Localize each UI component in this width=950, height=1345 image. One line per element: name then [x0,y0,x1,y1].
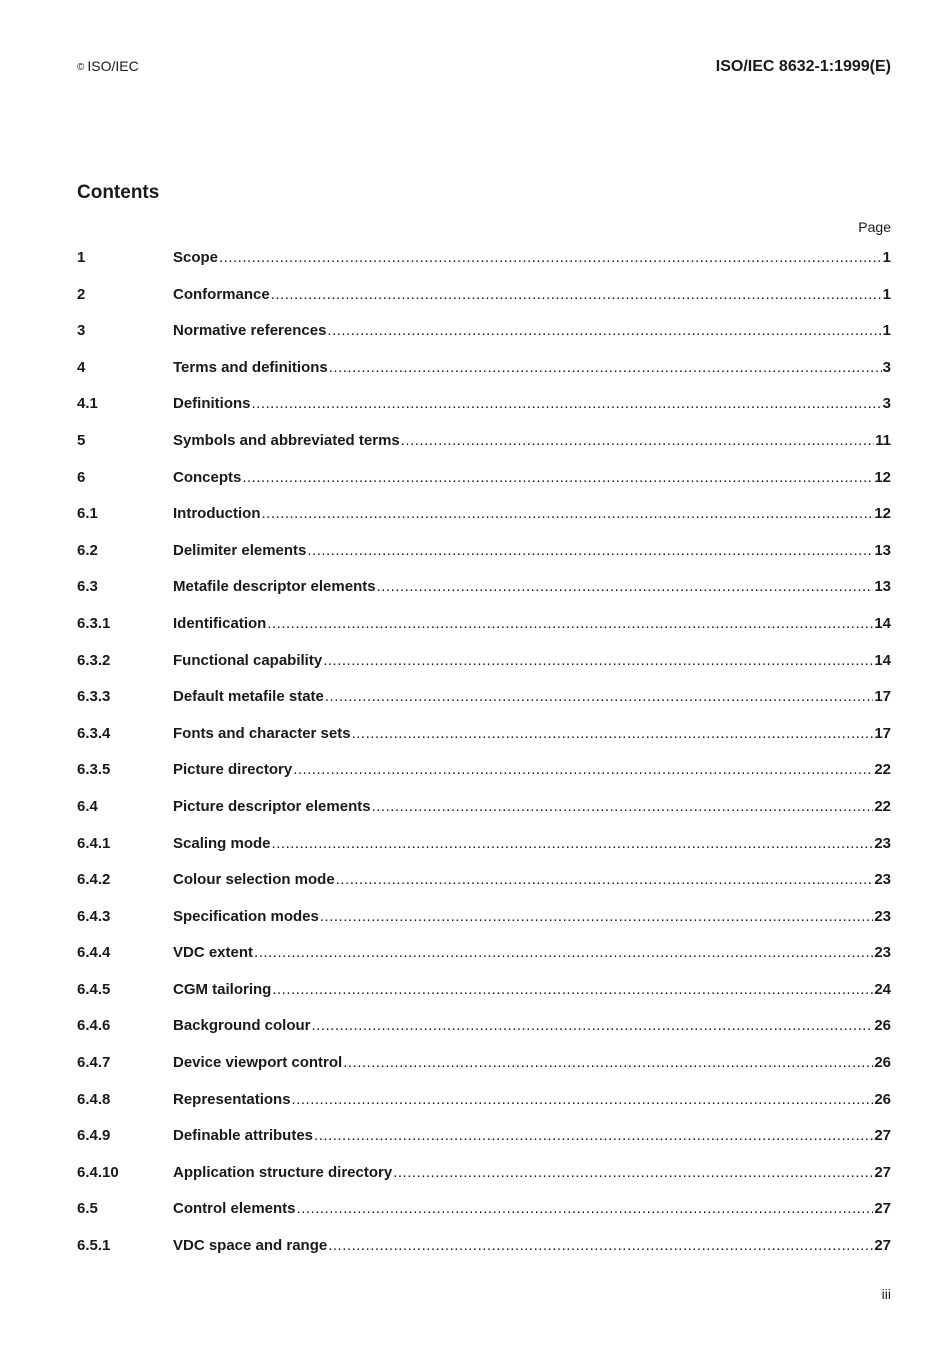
toc-entry-number: 3 [77,322,86,340]
toc-entry-title: Picture descriptor elements [173,797,371,815]
toc-entry-title: Background colour [173,1017,311,1035]
toc-entry[interactable] [77,249,891,286]
toc-entry-page: 26 [874,1090,891,1108]
toc-entry-title: Delimiter elements [173,541,307,559]
toc-entry-title: Device viewport control [173,1054,343,1072]
toc-entry-page: 14 [874,651,891,669]
toc-entry-title: Colour selection mode [173,871,335,889]
toc-entry-page: 1 [882,322,891,340]
toc-entry-page: 27 [874,1237,891,1255]
toc-entry-number: 6.5 [77,1200,98,1218]
toc-dot-leader [261,505,873,522]
toc-entry-number: 6.3.3 [77,688,111,706]
toc-dot-leader [372,798,874,815]
toc-entry[interactable] [77,1200,891,1237]
toc-entry-title: Picture directory [173,761,293,779]
toc-entry-title: Default metafile state [173,688,324,706]
toc-entry-number: 1 [77,249,86,266]
toc-entry-title: Symbols and abbreviated terms [173,431,400,449]
toc-entry-title: CGM tailoring [173,980,272,998]
toc-entry-page: 23 [874,944,891,962]
toc-entry-page: 27 [874,1200,891,1218]
toc-entry-title: Normative references [173,322,327,340]
toc-entry-number: 6.4 [77,797,98,815]
toc-entry-number: 6.4.2 [77,871,111,889]
toc-entry[interactable] [77,688,891,725]
toc-entry[interactable] [77,1017,891,1054]
toc-entry-page: 1 [882,285,891,303]
toc-entry-number: 6.4.7 [77,1054,111,1072]
toc-entry-page: 23 [874,871,891,889]
toc-entry-title: Concepts [173,468,242,486]
toc-entry[interactable] [77,1164,891,1201]
table-of-contents [77,249,891,1274]
toc-entry[interactable] [77,542,891,579]
toc-entry-number: 6 [77,468,86,486]
toc-entry-number: 6.2 [77,541,98,559]
toc-entry[interactable] [77,981,891,1018]
toc-entry-title: Definitions [173,395,251,413]
toc-entry-number: 4 [77,358,86,376]
toc-entry[interactable] [77,1237,891,1274]
toc-entry-title: Functional capability [173,651,323,669]
toc-entry-title: Scope [173,249,219,266]
toc-dot-leader [377,578,874,595]
toc-dot-leader [328,1237,873,1254]
toc-dot-leader [271,286,882,303]
toc-entry[interactable] [77,1054,891,1091]
toc-entry-page: 17 [874,724,891,742]
toc-entry-number: 6.4.3 [77,907,111,925]
toc-entry-number: 6.3 [77,578,98,596]
document-identifier: ISO/IEC 8632-1:1999(E) [715,58,891,75]
toc-entry[interactable] [77,286,891,323]
toc-entry-title: Representations [173,1090,291,1108]
toc-entry-title: Introduction [173,505,261,523]
toc-dot-leader [219,249,882,266]
toc-entry[interactable] [77,835,891,872]
toc-entry[interactable] [77,432,891,469]
toc-entry-title: Terms and definitions [173,358,328,376]
toc-dot-leader [292,1091,874,1108]
toc-entry-title: VDC extent [173,944,254,962]
toc-dot-leader [393,1164,873,1181]
toc-dot-leader [401,432,874,449]
toc-dot-leader [336,871,874,888]
copyright-symbol: © [77,62,85,73]
toc-dot-leader [242,469,873,486]
toc-entry-number: 6.4.10 [77,1163,119,1181]
toc-dot-leader [307,542,873,559]
toc-entry-page: 13 [874,541,891,559]
toc-entry-number: 6.4.9 [77,1127,111,1145]
toc-entry-page: 3 [882,358,891,376]
toc-entry[interactable] [77,1127,891,1164]
toc-entry-page: 27 [874,1163,891,1181]
toc-dot-leader [272,835,874,852]
toc-dot-leader [325,688,873,705]
header-left-text: ISO/IEC [87,58,139,74]
toc-entry-number: 6.4.8 [77,1090,111,1108]
toc-entry-number: 2 [77,285,86,303]
toc-dot-leader [312,1017,874,1034]
toc-entry-number: 6.4.1 [77,834,111,852]
contents-heading: Contents [77,182,160,203]
toc-entry-page: 26 [874,1054,891,1072]
toc-entry-title: Metafile descriptor elements [173,578,376,596]
toc-entry-page: 14 [874,614,891,632]
toc-entry[interactable] [77,908,891,945]
toc-entry-page: 12 [874,505,891,523]
toc-entry-page: 27 [874,1127,891,1145]
toc-entry-number: 6.3.4 [77,724,111,742]
toc-dot-leader [267,615,873,632]
toc-dot-leader [329,359,882,376]
toc-dot-leader [327,322,881,339]
toc-dot-leader [323,652,873,669]
toc-entry[interactable] [77,944,891,981]
toc-dot-leader [343,1054,873,1071]
toc-entry[interactable] [77,505,891,542]
toc-entry-page: 13 [874,578,891,596]
toc-entry-number: 6.5.1 [77,1237,111,1255]
toc-entry-title: Control elements [173,1200,296,1218]
toc-entry-number: 6.3.1 [77,614,111,632]
toc-entry-page: 17 [874,688,891,706]
toc-entry-title: Conformance [173,285,270,303]
toc-entry[interactable] [77,761,891,798]
toc-entry[interactable] [77,578,891,615]
toc-entry-title: Specification modes [173,907,319,925]
toc-dot-leader [297,1200,874,1217]
toc-dot-leader [254,944,873,961]
toc-dot-leader [272,981,873,998]
header-copyright [77,58,139,74]
toc-entry-number: 5 [77,431,86,449]
toc-entry[interactable] [77,469,891,506]
toc-entry[interactable] [77,725,891,762]
toc-entry-number: 6.4.6 [77,1017,111,1035]
toc-entry-title: Fonts and character sets [173,724,351,742]
toc-entry-title: Definable attributes [173,1127,314,1145]
toc-entry-page: 11 [875,431,891,449]
toc-dot-leader [352,725,874,742]
toc-dot-leader [320,908,873,925]
toc-entry-number: 4.1 [77,395,98,413]
toc-entry-page: 1 [882,249,891,266]
toc-entry[interactable] [77,359,891,396]
toc-entry-number: 6.4.5 [77,980,111,998]
toc-dot-leader [314,1127,873,1144]
toc-entry-title: Scaling mode [173,834,271,852]
toc-entry-page: 23 [874,907,891,925]
toc-dot-leader [252,395,882,412]
page-column-label: Page [858,219,891,235]
toc-entry-number: 6.3.5 [77,761,111,779]
toc-entry-page: 3 [882,395,891,413]
toc-entry-page: 23 [874,834,891,852]
toc-entry[interactable] [77,652,891,689]
toc-entry-page: 26 [874,1017,891,1035]
toc-entry-title: VDC space and range [173,1237,328,1255]
toc-entry-number: 6.1 [77,505,98,523]
toc-entry[interactable] [77,1091,891,1128]
toc-entry-page: 12 [874,468,891,486]
toc-entry[interactable] [77,615,891,652]
toc-entry-number: 6.4.4 [77,944,111,962]
toc-entry[interactable] [77,322,891,359]
toc-entry-title: Application structure directory [173,1163,393,1181]
toc-entry-page: 24 [874,980,891,998]
toc-entry-page: 22 [874,797,891,815]
toc-entry-title: Identification [173,614,267,632]
toc-entry-number: 6.3.2 [77,651,111,669]
footer-page-number: iii [881,1286,891,1302]
toc-dot-leader [293,761,873,778]
toc-entry[interactable] [77,395,891,432]
toc-entry-page: 22 [874,761,891,779]
toc-entry[interactable] [77,871,891,908]
toc-entry[interactable] [77,798,891,835]
